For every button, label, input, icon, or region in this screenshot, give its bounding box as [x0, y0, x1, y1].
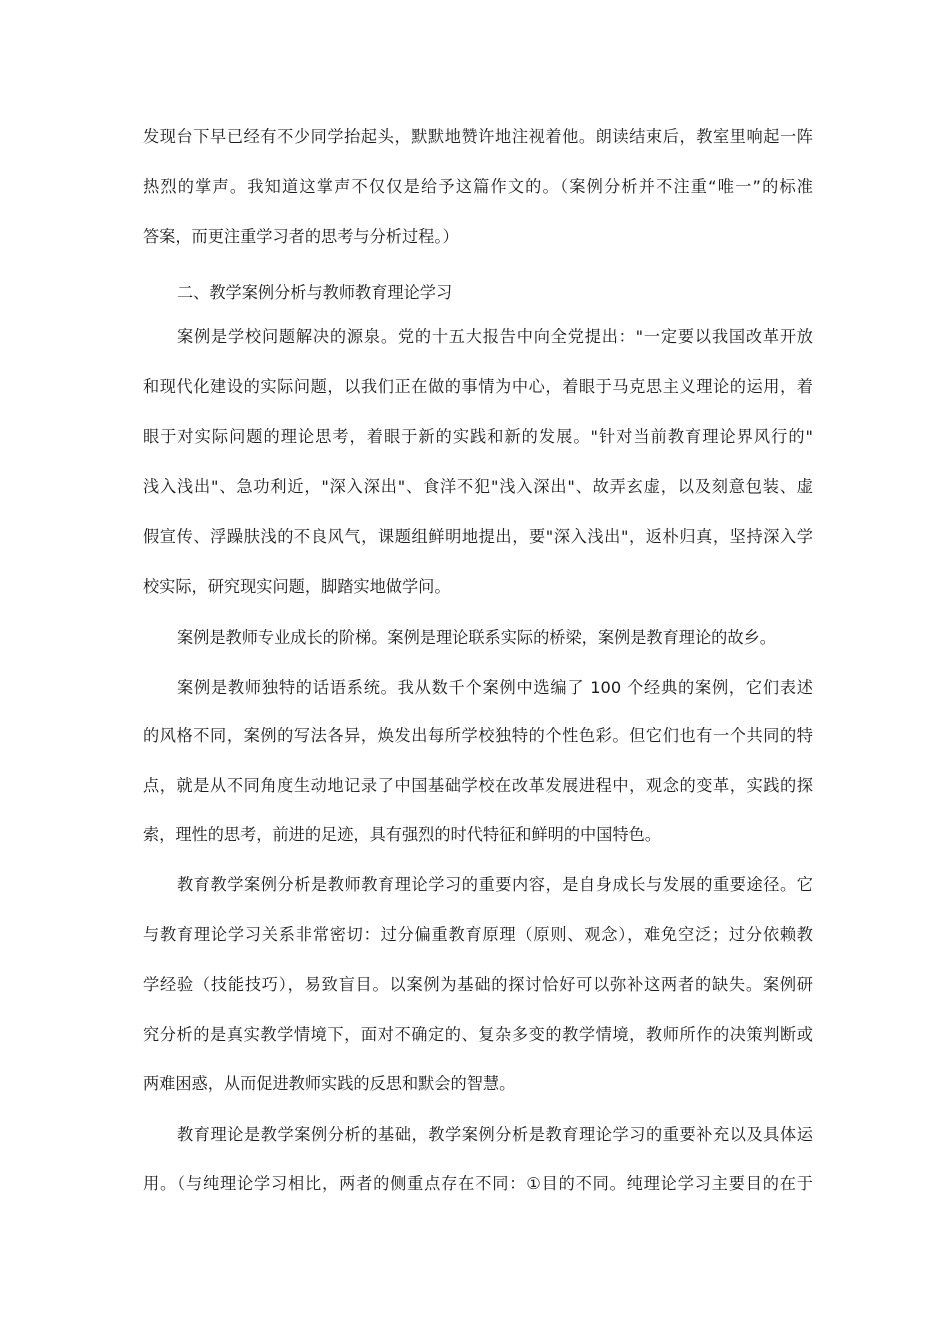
text-line-22: 用。（与纯理论学习相比，两者的侧重点存在不同：①目的不同。纯理论学习主要目的在于 [143, 1174, 813, 1193]
text-line-2: 热烈的掌声。我知道这掌声不仅仅是给予这篇作文的。（案例分析并不注重“唯一”的标准 [143, 177, 813, 196]
text-line-12: 案例是教师独特的话语系统。我从数千个案例中选编了 100 个经典的案例，它们表述 [177, 678, 813, 697]
text-line-5: 案例是学校问题解决的源泉。党的十五大报告中向全党提出："一定要以我国改革开放 [177, 327, 813, 346]
text-line-10: 校实际，研究现实问题，脚踏实地做学问。 [143, 577, 451, 596]
text-line-21: 教育理论是教学案例分析的基础，教学案例分析是教育理论学习的重要补充以及具体运 [177, 1125, 813, 1144]
text-line-16: 教育教学案例分析是教师教育理论学习的重要内容，是自身成长与发展的重要途径。它 [177, 875, 813, 894]
section-heading: 二、教学案例分析与教师教育理论学习 [177, 283, 453, 302]
text-line-18: 学经验（技能技巧），易致盲目。以案例为基础的探讨恰好可以弥补这两者的缺失。案例研 [143, 975, 813, 994]
text-line-13: 的风格不同，案例的写法各异，焕发出每所学校独特的个性色彩。但它们也有一个共同的特 [143, 726, 813, 745]
text-line-19: 究分析的是真实教学情境下，面对不确定的、复杂多变的教学情境，教师所作的决策判断或 [143, 1025, 813, 1044]
text-line-14: 点，就是从不同角度生动地记录了中国基础学校在改革发展进程中，观念的变革，实践的探 [143, 776, 813, 795]
text-line-17: 与教育理论学习关系非常密切：过分偏重教育原理（原则、观念），难免空泛；过分依赖教 [143, 925, 813, 944]
text-line-6: 和现代化建设的实际问题，以我们正在做的事情为中心，着眼于马克思主义理论的运用，着 [143, 377, 813, 396]
text-line-15: 索，理性的思考，前进的足迹，具有强烈的时代特征和鲜明的中国特色。 [143, 825, 661, 844]
text-line-20: 两难困惑，从而促进教师实践的反思和默会的智慧。 [143, 1074, 516, 1093]
text-line-3: 答案，而更注重学习者的思考与分析过程。） [143, 227, 459, 246]
text-line-1: 发现台下早已经有不少同学抬起头，默默地赞许地注视着他。朗读结束后，教室里响起一阵 [143, 127, 813, 146]
text-line-9: 假宣传、浮躁肤浅的不良风气，课题组鲜明地提出，要"深入浅出"，返朴归真，坚持深入学 [143, 527, 813, 546]
text-line-7: 眼于对实际问题的理论思考，着眼于新的实践和新的发展。"针对当前教育理论界风行的" [143, 427, 813, 446]
text-line-8: 浅入浅出"、急功利近，"深入深出"、食洋不犯"浅入深出"、故弄玄虚，以及刻意包装、虚 [143, 477, 813, 496]
text-line-11: 案例是教师专业成长的阶梯。案例是理论联系实际的桥梁，案例是教育理论的故乡。 [177, 628, 776, 647]
